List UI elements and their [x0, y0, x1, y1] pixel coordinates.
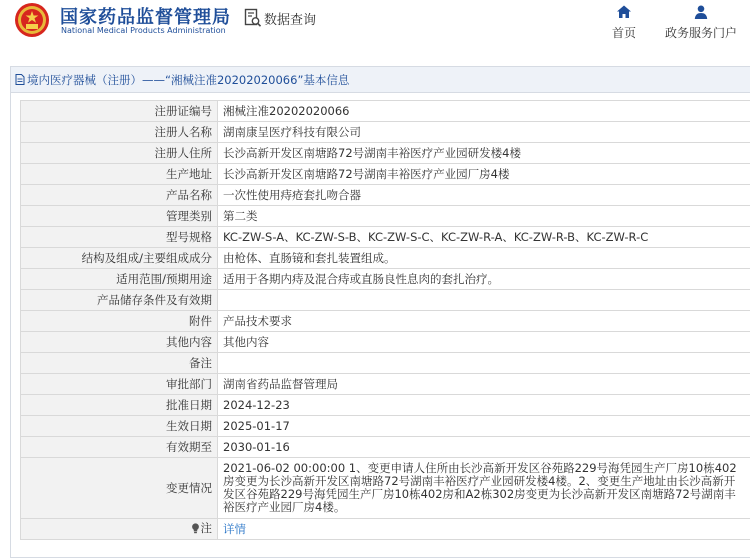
table-row	[21, 332, 750, 353]
table-row	[21, 519, 750, 540]
row-value: 2025-01-17	[218, 416, 750, 437]
search-document-icon	[244, 8, 262, 28]
row-value	[218, 290, 750, 311]
table-row	[21, 164, 750, 185]
data-query-title	[244, 8, 316, 28]
row-value: 由枪体、直肠镜和套扎装置组成。	[218, 248, 750, 269]
site-logo-en: National Medical Products Administration	[61, 26, 226, 35]
row-label: 注册证编号	[21, 101, 218, 122]
row-label: 备注	[21, 353, 218, 374]
details-link[interactable]: 详情	[223, 521, 246, 536]
lightbulb-icon	[191, 523, 200, 534]
row-value: 一次性使用痔疮套扎吻合器	[218, 185, 750, 206]
table-row	[21, 185, 750, 206]
table-row	[21, 374, 750, 395]
row-value: 其他内容	[218, 332, 750, 353]
note-label	[191, 522, 213, 535]
row-label: 产品储存条件及有效期	[21, 290, 218, 311]
row-value: 2024-12-23	[218, 395, 750, 416]
row-label: 生产地址	[21, 164, 218, 185]
table-row	[21, 101, 750, 122]
table-row	[21, 143, 750, 164]
site-header	[0, 0, 750, 48]
document-icon	[15, 74, 25, 85]
note-label-text: 注	[200, 520, 212, 535]
nav-home-label: 首页	[611, 26, 636, 40]
data-query-label: 数据查询	[264, 12, 317, 28]
table-row	[21, 458, 750, 519]
row-value: 长沙高新开发区南塘路72号湖南丰裕医疗产业园厂房4楼	[218, 164, 750, 185]
row-value: 长沙高新开发区南塘路72号湖南丰裕医疗产业园研发楼4楼	[218, 143, 750, 164]
table-row	[21, 227, 750, 248]
row-value: 适用于各期内痔及混合痔或直肠良性息肉的套扎治疗。	[218, 269, 750, 290]
table-row	[21, 311, 750, 332]
row-label: 注册人名称	[21, 122, 218, 143]
table-row	[21, 248, 750, 269]
row-value: 湘械注准20202020066	[218, 101, 750, 122]
user-icon	[693, 4, 709, 20]
row-label: 管理类别	[21, 206, 218, 227]
home-icon	[616, 4, 632, 20]
row-label: 附件	[21, 311, 218, 332]
note-value	[218, 519, 750, 540]
table-row	[21, 395, 750, 416]
row-label: 其他内容	[21, 332, 218, 353]
row-value: 湖南省药品监督管理局	[218, 374, 750, 395]
table-row	[21, 437, 750, 458]
nav-home[interactable]	[606, 4, 642, 41]
site-logo-cn[interactable]: 国家药品监督管理局	[60, 7, 231, 28]
table-row	[21, 416, 750, 437]
table-row	[21, 290, 750, 311]
row-label: 注册人住所	[21, 143, 218, 164]
national-emblem-icon	[14, 2, 50, 38]
row-label: 审批部门	[21, 374, 218, 395]
card-title	[11, 67, 750, 93]
table-row	[21, 353, 750, 374]
row-value: KC-ZW-S-A、KC-ZW-S-B、KC-ZW-S-C、KC-ZW-R-A、KC-ZW-R-B、KC-ZW-R-C	[218, 227, 750, 248]
row-value: 第二类	[218, 206, 750, 227]
row-label: 型号规格	[21, 227, 218, 248]
row-label: 产品名称	[21, 185, 218, 206]
row-label: 变更情况	[21, 458, 218, 519]
card-title-text: 境内医疗器械（注册）——“湘械注准20202020066”基本信息	[27, 72, 350, 87]
row-value: 产品技术要求	[218, 311, 750, 332]
row-label: 批准日期	[21, 395, 218, 416]
change-history-value: 2021-06-02 00:00:00 1、变更申请人住所由长沙高新开发区谷苑路229号海凭园生产厂房10栋402房变更为长沙高新开发区南塘路72号湖南丰裕医疗产业园研发楼4楼。2、变更生产地址由长沙高新开发区谷苑路229号海凭园生产厂房10栋402房和A2栋302房变更为长沙高新开发区南塘路72号湖南丰裕医疗产业园厂房4楼。	[218, 458, 750, 519]
row-value	[218, 353, 750, 374]
info-table	[20, 100, 750, 540]
table-row	[21, 206, 750, 227]
row-label: 适用范围/预期用途	[21, 269, 218, 290]
row-label: 结构及组成/主要组成成分	[21, 248, 218, 269]
nav-service-portal[interactable]	[660, 4, 742, 41]
table-row	[21, 269, 750, 290]
row-label: 生效日期	[21, 416, 218, 437]
row-value: 2030-01-16	[218, 437, 750, 458]
table-row	[21, 122, 750, 143]
row-label: 有效期至	[21, 437, 218, 458]
basic-info-card	[10, 66, 750, 558]
note-label-cell	[21, 519, 218, 540]
row-value: 湖南康呈医疗科技有限公司	[218, 122, 750, 143]
nav-service-portal-label: 政务服务门户	[664, 26, 737, 40]
